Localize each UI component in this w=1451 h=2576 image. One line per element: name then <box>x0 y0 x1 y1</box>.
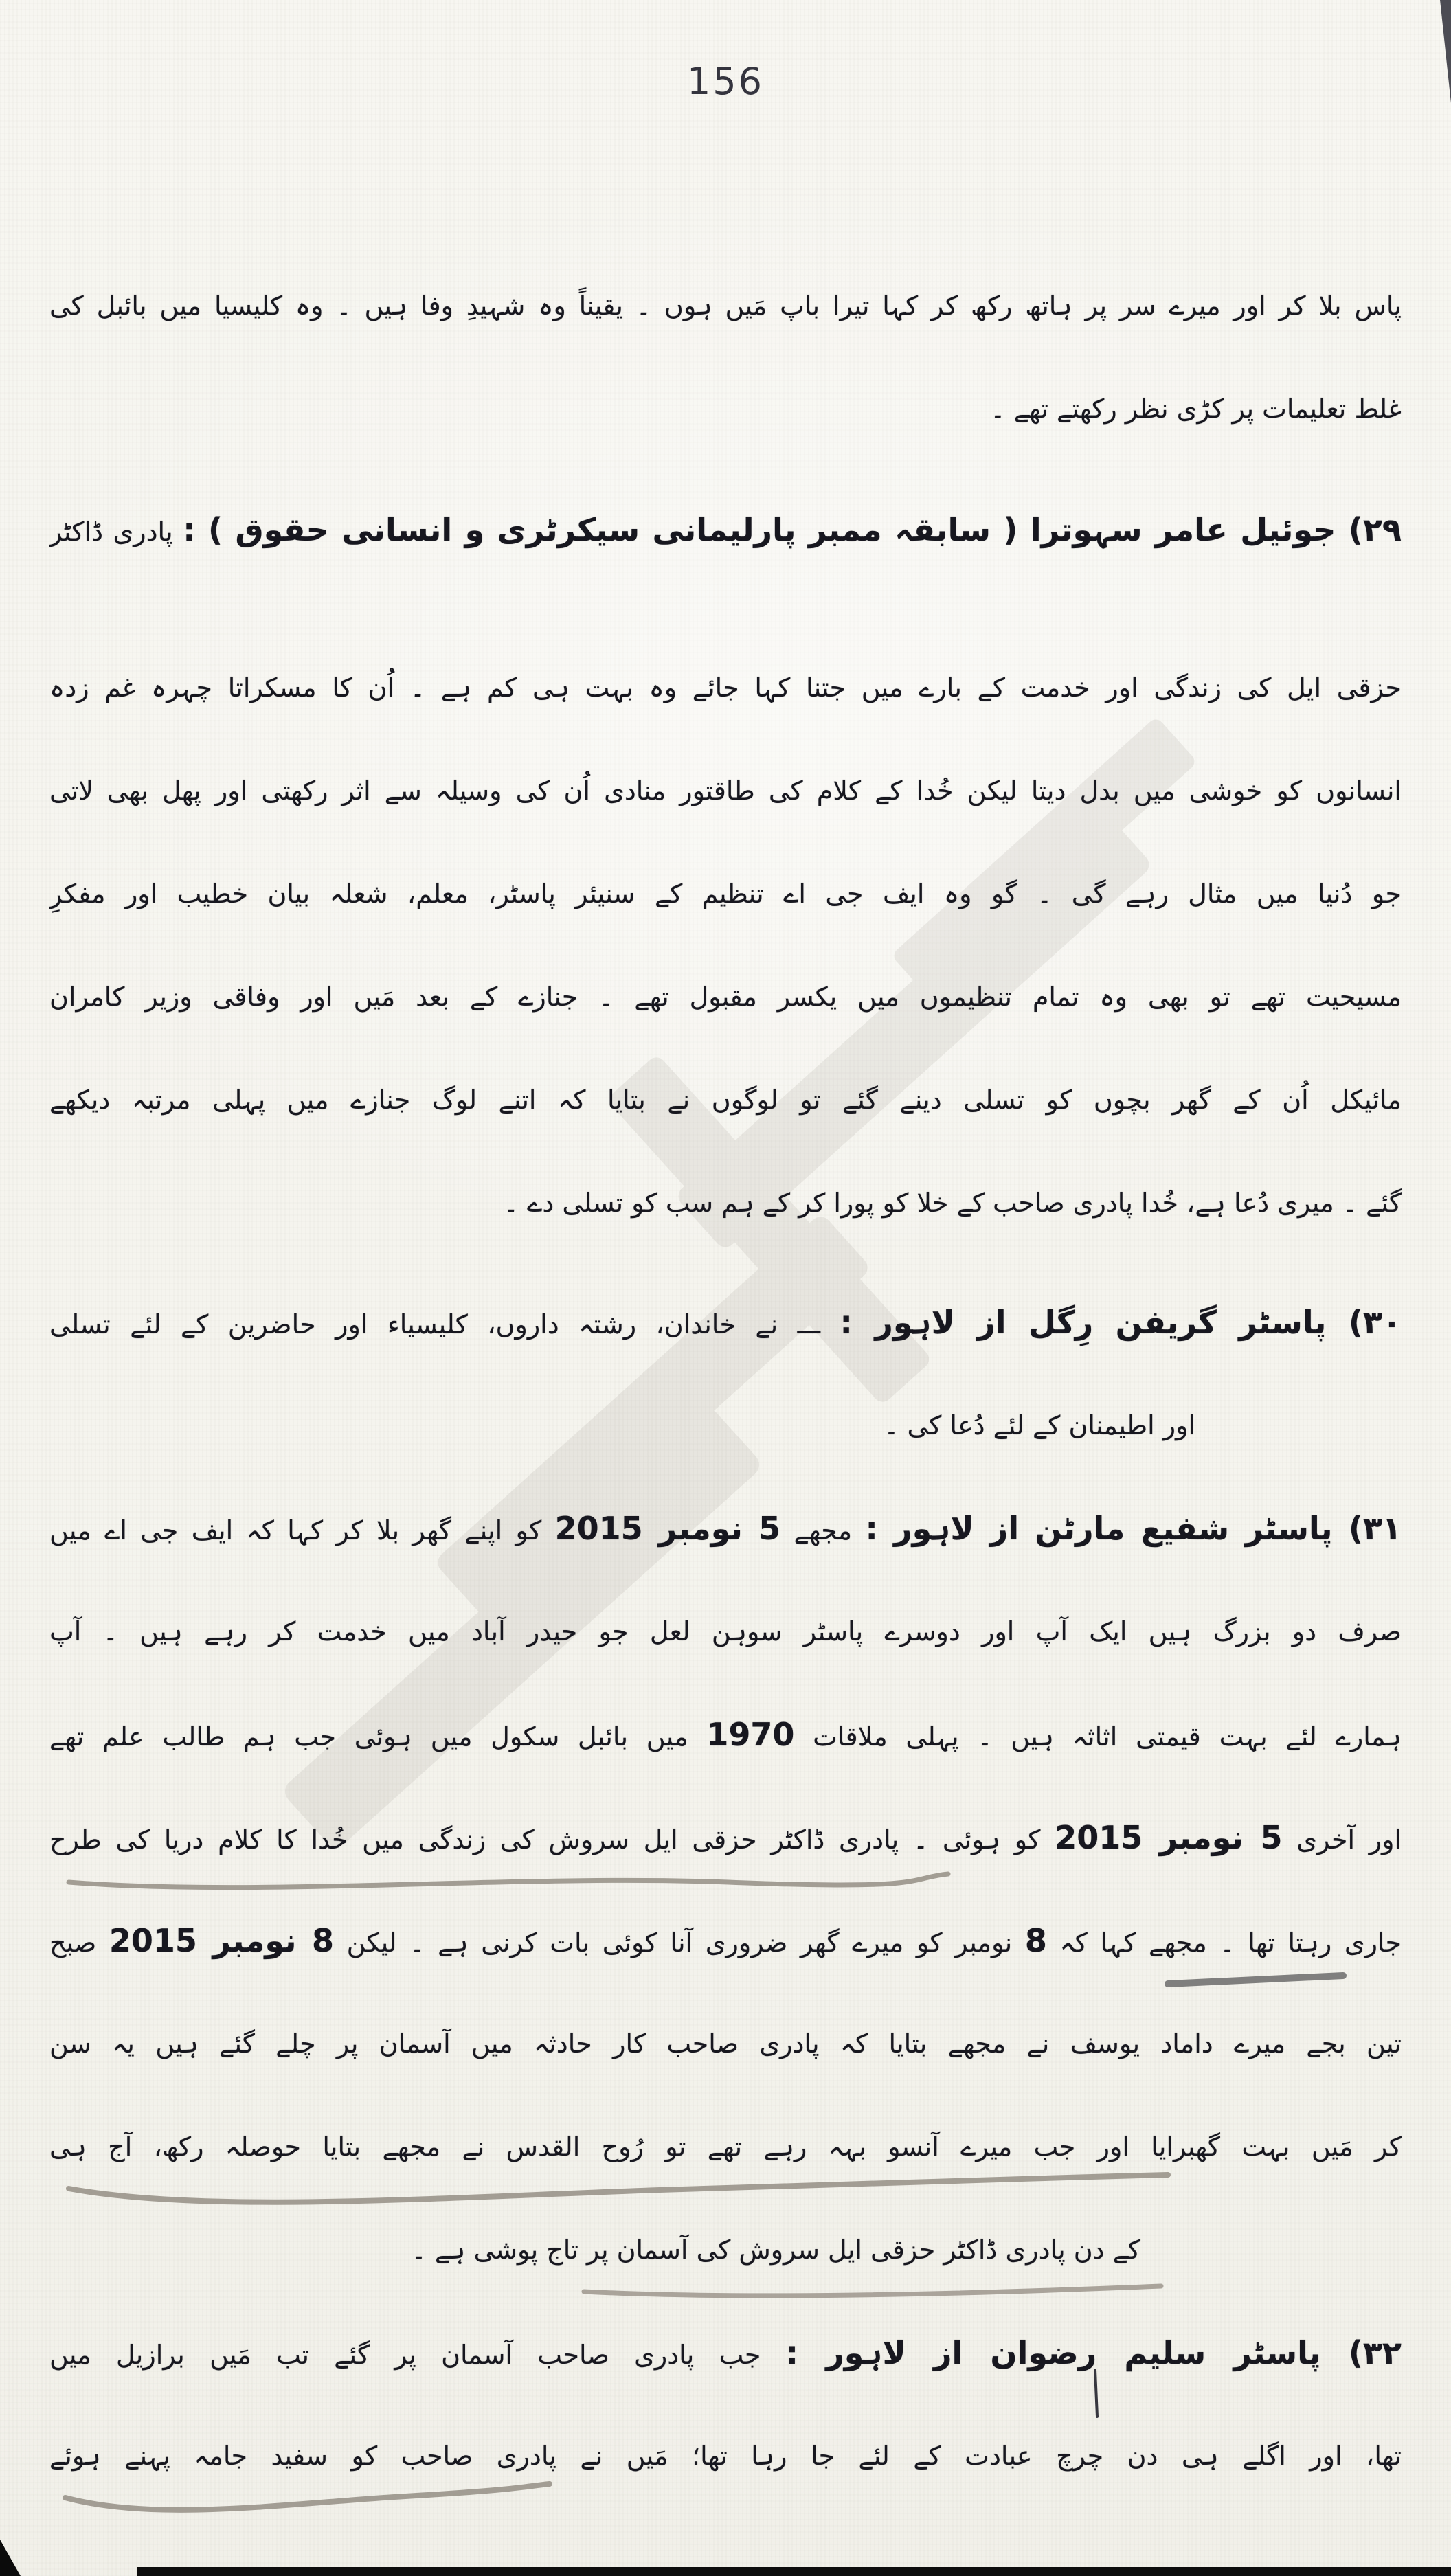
body-text: جاری رہتا تھا ۔ مجھے کہا کہ <box>1046 1928 1402 1958</box>
body-text: کو ہوئی ۔ پادری ڈاکٹر حزقی ایل سروش کی زندگی میں خُدا کا کلام دریا کی طرح <box>49 1824 1055 1855</box>
text-line <box>49 1580 1402 1683</box>
text-line <box>49 2404 1402 2507</box>
bold-text: ۳۰) پاسٹر گریفن رِگل از لاہور : <box>840 1304 1402 1341</box>
text-line <box>49 1683 1402 1786</box>
body-text: مجھے <box>780 1515 866 1546</box>
body-text: صرف دو بزرگ ہیں ایک آپ اور دوسرے پاسٹر سوہن لعل جو حیدر آباد میں خدمت کر رہے ہیں ۔ آپ <box>49 1616 1402 1647</box>
body-text: انسانوں کو خوشی میں بدل دیتا لیکن خُدا کے کلام کی طاقتور منادی اُن کی وسیلہ سے اثر رکھتی اور پھل بھی لاتی <box>49 776 1402 806</box>
body-text: نومبر کو میرے گھر ضروری آنا کوئی بات کرنی ہے ۔ لیکن <box>334 1928 1025 1958</box>
text-line <box>49 1992 1402 2095</box>
text-line <box>49 2301 1402 2404</box>
paragraph-s32 <box>49 2301 1402 2507</box>
text-line <box>49 739 1402 842</box>
text-line <box>49 2198 1402 2301</box>
body-text: ـــ نے خاندان، رشتہ داروں، کلیسیاء اور حاضرین کے لئے تسلی <box>49 1309 840 1340</box>
text-line <box>49 1786 1402 1889</box>
scan-corner-mark <box>0 2540 21 2576</box>
body-text: مائیکل اُن کے گھر بچوں کو تسلی دینے گئے تو لوگوں نے بتایا کہ اتنے لوگ جنازے میں پہلی مرتبہ دیکھے <box>49 1085 1402 1115</box>
text-line <box>49 1889 1402 1992</box>
bold-text: 5 نومبر 2015 <box>1055 1819 1283 1856</box>
paragraph-s31 <box>49 1477 1402 2301</box>
body-text: کر مَیں بہت گھبرایا اور جب میرے آنسو بہہ رہے تھے تو رُوح القدس نے مجھے بتایا حوصلہ رکھ، آج ہی <box>49 2132 1402 2162</box>
paragraph-intro <box>49 254 1402 460</box>
text-line <box>49 357 1402 460</box>
bold-text: 8 <box>1024 1922 1047 1959</box>
bold-text: 1970 <box>706 1716 795 1753</box>
body-text: مسیحیت تھے تو بھی وہ تمام تنظیموں میں یکسر مقبول تھے ۔ جنازے کے بعد مَیں اور وفاقی وزیر کامران <box>49 982 1402 1012</box>
body-text: تھا، اور اگلے ہی دن چرچ عبادت کے لئے جا رہا تھا؛ مَیں نے پادری صاحب کو سفید جامہ پہنے ہوئے <box>49 2441 1402 2471</box>
body-text: میں بائبل سکول میں ہوئی جب ہم طالب علم تھے <box>49 1721 707 1752</box>
body-text: صبح <box>49 1928 109 1958</box>
text-line <box>49 1048 1402 1151</box>
paragraph-s30 <box>49 1271 1402 1477</box>
body-text: پاس بلا کر اور میرے سر پر ہاتھ رکھ کر کہا تیرا باپ مَیں ہوں ۔ یقیناً وہ شہیدِ وفا ہیں ۔ وہ کلیسیا میں بائبل کی <box>49 291 1402 321</box>
scan-edge-bottom <box>137 2567 1451 2576</box>
body-text: کے دن پادری ڈاکٹر حزقی ایل سروش کی آسمان پر تاج پوشی ہے ۔ <box>411 2235 1140 2265</box>
text-line <box>49 945 1402 1048</box>
bold-text: ۳۱) پاسٹر شفیع مارٹن از لاہور : <box>865 1510 1402 1547</box>
body-text: کو اپنے گھر بلا کر کہا کہ ایف جی اے میں <box>49 1515 555 1546</box>
body-text: پادری ڈاکٹر <box>49 517 183 547</box>
body-text: اور اطیمنان کے لئے دُعا کی ۔ <box>884 1410 1195 1440</box>
bold-text: ۲۹) جوئیل عامر سہوترا ( سابقہ ممبر پارلیمانی سیکرٹری و انسانی حقوق ) : <box>183 511 1402 548</box>
text-line <box>49 1151 1402 1254</box>
page-number: 156 <box>686 60 765 103</box>
page-text <box>49 254 1402 2507</box>
body-text: تین بجے میرے داماد یوسف نے مجھے بتایا کہ پادری صاحب کار حادثہ میں آسمان پر چلے گئے ہیں یہ سن <box>49 2029 1402 2059</box>
body-text: ہمارے لئے بہت قیمتی اثاثہ ہیں ۔ پہلی ملاقات <box>794 1721 1402 1752</box>
text-line <box>49 842 1402 945</box>
body-text: حزقی ایل کی زندگی اور خدمت کے بارے میں جتنا کہا جائے وہ بہت ہی کم ہے ۔ اُن کا مسکراتا چہرہ غم زدہ <box>49 673 1402 703</box>
bold-text: ۳۲) پاسٹر سلیم رضوان از لاہور : <box>785 2334 1402 2371</box>
body-text: اور آخری <box>1282 1824 1402 1855</box>
text-line <box>49 1271 1402 1374</box>
text-line <box>49 1477 1402 1580</box>
bold-text: 5 نومبر 2015 <box>554 1510 781 1547</box>
text-line <box>49 1374 1402 1477</box>
text-line <box>49 636 1402 739</box>
body-text: جو دُنیا میں مثال رہے گی ۔ گو وہ ایف جی اے تنظیم کے سنیئر پاسٹر، معلم، شعلہ بیان خطیب اور مفکرِ <box>49 879 1402 909</box>
body-text: گئے ۔ میری دُعا ہے، خُدا پادری صاحب کے خلا کو پورا کر کے ہم سب کو تسلی دے ۔ <box>503 1188 1402 1218</box>
paragraph-s29 <box>49 478 1402 1254</box>
text-line <box>49 254 1402 357</box>
text-line <box>49 478 1402 581</box>
body-text: غلط تعلیمات پر کڑی نظر رکھتے تھے ۔ <box>990 394 1402 424</box>
text-line <box>49 2095 1402 2198</box>
bold-text: 8 نومبر 2015 <box>109 1922 335 1959</box>
body-text: جب پادری صاحب آسمان پر گئے تب مَیں برازیل میں <box>49 2340 786 2370</box>
